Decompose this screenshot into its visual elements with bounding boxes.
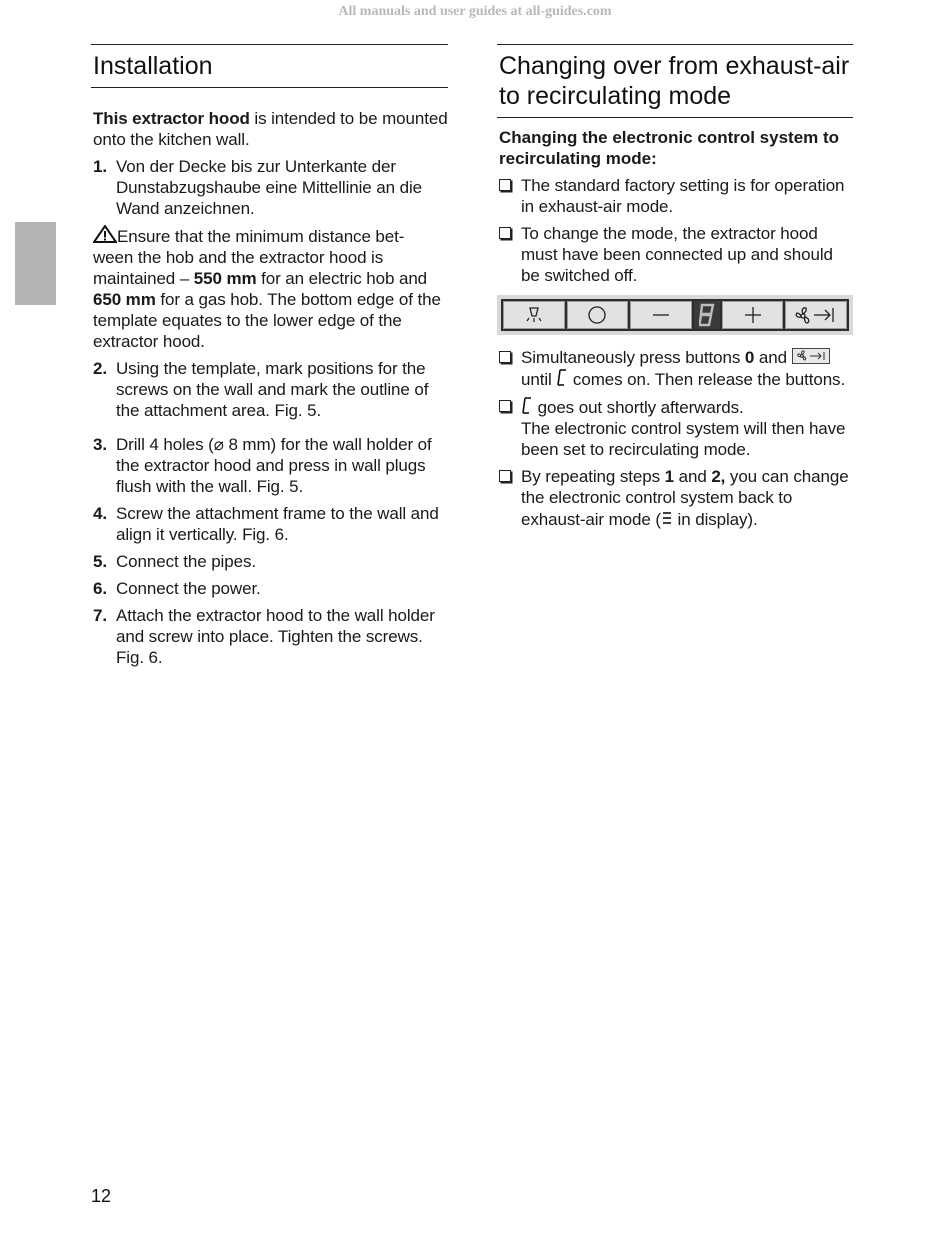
bullet-item: [497, 396, 853, 460]
step-number: 1.: [93, 157, 107, 176]
step-number: 2.: [93, 359, 107, 378]
step-text: Von der Decke bis zur Unterkante der Dunstabzugshaube eine Mittellinie an die Wand anzeichnen.: [116, 157, 422, 218]
step-number: 4.: [93, 504, 107, 523]
page-number: 12: [91, 1186, 112, 1206]
bullet3-text-2: and: [754, 348, 792, 367]
bullet3-text-4: comes on. Then release the buttons.: [568, 370, 846, 389]
warning-bold-2: 650 mm: [93, 290, 156, 309]
step-text: Drill 4 holes (⌀ 8 mm) for the wall holder of the extractor hood and press in wall plugs flush with the wall. Fig. 5.: [116, 435, 432, 496]
installation-heading: Installation: [93, 52, 213, 80]
side-tab: [15, 222, 56, 305]
step-4: [91, 503, 448, 545]
step-6: [91, 578, 448, 599]
checkbox-bullet-icon: [498, 396, 521, 460]
bullet-item: [497, 175, 853, 217]
recirculation-heading: Changing over from exhaust-air to recirculating mode: [499, 52, 850, 110]
bullet-text: [521, 396, 853, 460]
subheading: Changing the electronic control system to recirculating mode:: [499, 128, 840, 168]
step-3: [91, 434, 448, 497]
light-button: [503, 301, 565, 329]
bullet-text: The standard factory setting is for operation in exhaust-air mode.: [521, 176, 845, 216]
step-number: 3.: [93, 435, 107, 454]
heading-bottom-rule: [497, 117, 853, 118]
warning-text-1: Ensure that the minimum distance bet- ween the hob and the extractor hood is maintained –: [93, 227, 405, 288]
bullet3-bold-1: 0: [744, 348, 755, 367]
intro-bold: This extractor hood: [93, 109, 250, 128]
checkbox-bullet-icon: [498, 175, 521, 217]
step-number: 6.: [93, 579, 107, 598]
checkbox-bullet-icon: [498, 466, 521, 530]
installation-column: [91, 44, 448, 668]
control-panel-frame: [501, 299, 849, 331]
bullet3-text-3: until: [521, 370, 557, 389]
intro-text: is intended to be mounted onto the kitchen wall.: [93, 109, 448, 149]
fan-run-on-icon: [792, 304, 840, 326]
step-2: [91, 358, 448, 421]
step-text: Attach the extractor hood to the wall holder and screw into place. Tighten the screws. Fig. 6.: [116, 606, 435, 667]
bullet-text: To change the mode, the extractor hood must have been connected up and should be switched off.: [521, 224, 833, 285]
bullet-text: [521, 466, 853, 530]
step-number: 5.: [93, 552, 107, 571]
minus-icon: [650, 304, 672, 326]
intro-paragraph: [91, 108, 448, 150]
warning-text-3: for a gas hob. The bottom edge of the template equates to the lower edge of the extractor hood.: [93, 290, 441, 351]
fan-run-on-key-icon: [792, 348, 830, 364]
step-1: [91, 156, 448, 219]
bullet-item: [497, 223, 853, 286]
display-digit-icon: [699, 303, 715, 327]
warning-text-2: for an electric hob and: [256, 269, 428, 288]
bullet4-text-2: The electronic control system will then have been set to recirculating mode.: [521, 419, 846, 459]
segment-c-icon: [556, 368, 568, 388]
bullet3-text-1: Simultaneously press buttons: [521, 348, 745, 367]
bullet-item: [497, 347, 853, 390]
light-icon: [523, 304, 545, 326]
minus-button: [630, 301, 692, 329]
control-panel-illustration: [497, 295, 853, 335]
checkbox-bullet-icon: [498, 223, 521, 286]
off-button: [567, 301, 629, 329]
bullet5-bold-2: 2,: [711, 467, 726, 486]
warning-icon: [93, 225, 117, 243]
bullet-text: [521, 347, 853, 390]
step-number: 7.: [93, 606, 107, 625]
step-7: [91, 605, 448, 668]
segment-c-icon: [521, 396, 533, 416]
step-text: Connect the power.: [116, 579, 261, 598]
recirculation-column: [497, 44, 853, 530]
heading-bottom-rule: [91, 87, 448, 88]
step-text: Connect the pipes.: [116, 552, 256, 571]
warning-paragraph: [91, 225, 448, 352]
circle-icon: [586, 304, 608, 326]
watermark: All manuals and user guides at all-guides.com: [338, 4, 612, 19]
bullet5-text-3: you can change the electronic control system back to exhaust-air mode (: [521, 467, 849, 529]
step-text: Using the template, mark positions for the screws on the wall and mark the outline of the attachment area. Fig. 5.: [116, 359, 429, 420]
bullet5-bold-1: 1: [664, 467, 674, 486]
step-text: Screw the attachment frame to the wall and align it vertically. Fig. 6.: [116, 504, 439, 544]
bullet-item: [497, 466, 853, 530]
bullet5-text-2: and: [674, 467, 712, 486]
fan-run-on-button: [785, 301, 847, 329]
bullet4-text-1: goes out shortly afterwards.: [533, 398, 744, 417]
segment-exhaust-icon: [661, 508, 673, 528]
plus-button: [722, 301, 784, 329]
step-5: [91, 551, 448, 572]
plus-icon: [742, 304, 764, 326]
warning-bold-1: 550 mm: [193, 269, 257, 288]
seven-segment-display: [694, 301, 720, 329]
bullet5-text-1: By repeating steps: [521, 467, 665, 486]
checkbox-bullet-icon: [498, 347, 521, 390]
bullet5-text-4: in display).: [672, 510, 758, 529]
